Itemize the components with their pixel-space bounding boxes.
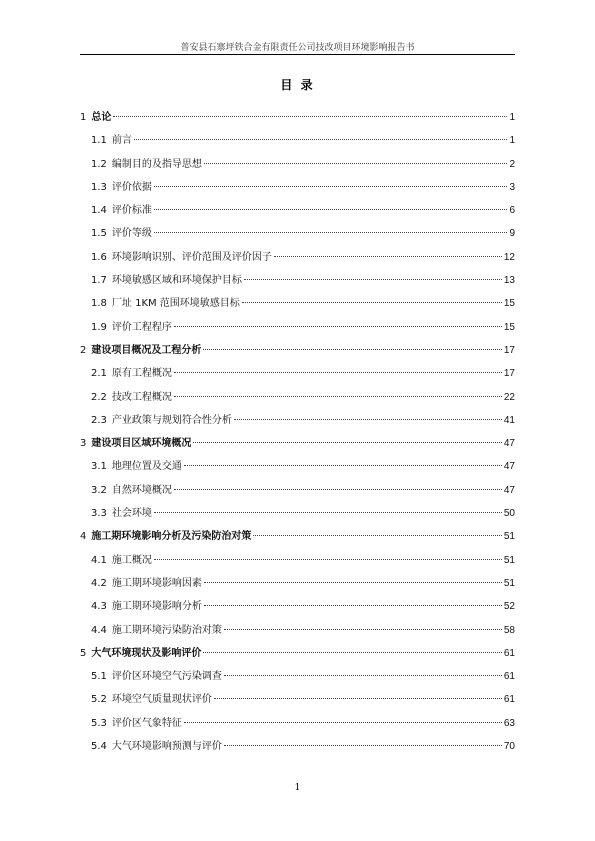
toc-chapter-entry[interactable] — [80, 525, 515, 548]
toc-title: 目 录 — [280, 78, 315, 92]
toc-entry-label: 环境敏感区域和环境保护目标 — [111, 275, 242, 287]
toc-entry-number: 4.2 — [91, 577, 107, 589]
toc-section-entry[interactable] — [80, 129, 515, 152]
toc-entry-label: 施工期环境污染防治对策 — [111, 624, 222, 636]
toc-entry-label: 评价工程程序 — [111, 321, 172, 333]
table-of-contents — [80, 106, 515, 758]
toc-entry-number: 2 — [80, 344, 87, 356]
toc-dot-leader — [154, 186, 508, 187]
toc-entry-label: 厂址 1KM 范围环境敏感目标 — [111, 298, 240, 310]
toc-entry-number: 2.1 — [91, 368, 107, 380]
toc-entry-number: 4.4 — [91, 624, 107, 636]
toc-dot-leader — [214, 698, 502, 699]
toc-entry-page: 2 — [509, 158, 515, 170]
toc-entry-page: 15 — [503, 298, 515, 310]
toc-entry-number: 1.4 — [91, 205, 107, 217]
toc-entry-page: 47 — [503, 484, 515, 496]
toc-entry-page: 50 — [503, 508, 515, 520]
toc-entry-number: 5 — [80, 647, 87, 659]
toc-section-entry[interactable] — [80, 386, 515, 409]
toc-dot-leader — [203, 652, 502, 653]
toc-entry-page: 51 — [503, 577, 515, 589]
toc-entry-page: 1 — [509, 112, 515, 123]
toc-section-entry[interactable] — [80, 688, 515, 711]
toc-entry-label: 建设项目概况及工程分析 — [91, 344, 202, 356]
toc-entry-page: 47 — [503, 438, 515, 450]
toc-entry-number: 1.9 — [91, 321, 107, 333]
toc-section-entry[interactable] — [80, 455, 515, 478]
toc-section-entry[interactable] — [80, 549, 515, 572]
toc-dot-leader — [174, 489, 502, 490]
toc-entry-label: 环境影响识别、评价范围及评价因子 — [111, 251, 272, 263]
toc-dot-leader — [134, 139, 508, 140]
toc-entry-number: 1.8 — [91, 298, 107, 310]
toc-entry-label: 编制目的及指导思想 — [111, 158, 202, 170]
toc-entry-page: 22 — [503, 391, 515, 403]
toc-entry-label: 技改工程概况 — [111, 391, 172, 403]
toc-entry-number: 3 — [80, 438, 87, 450]
toc-entry-label: 评价依据 — [111, 181, 152, 193]
toc-dot-leader — [184, 465, 502, 466]
toc-section-entry[interactable] — [80, 502, 515, 525]
toc-chapter-entry[interactable] — [80, 432, 515, 455]
toc-dot-leader — [204, 582, 502, 583]
toc-section-entry[interactable] — [80, 153, 515, 176]
toc-entry-number: 1 — [80, 112, 87, 123]
toc-entry-label: 产业政策与规划符合性分析 — [111, 414, 232, 426]
toc-entry-label: 社会环境 — [111, 508, 152, 520]
toc-entry-page: 63 — [503, 717, 515, 729]
toc-dot-leader — [154, 209, 508, 210]
toc-dot-leader — [174, 396, 502, 397]
toc-section-entry[interactable] — [80, 665, 515, 688]
toc-entry-label: 大气环境影响预测与评价 — [111, 741, 222, 753]
toc-entry-label: 评价等级 — [111, 228, 152, 240]
toc-entry-page: 6 — [509, 205, 515, 217]
toc-section-entry[interactable] — [80, 479, 515, 502]
toc-dot-leader — [244, 279, 502, 280]
toc-chapter-entry[interactable] — [80, 339, 515, 362]
toc-dot-leader — [274, 256, 502, 257]
toc-chapter-entry[interactable] — [80, 642, 515, 665]
toc-entry-number: 1.3 — [91, 181, 107, 193]
toc-entry-label: 自然环境概况 — [111, 484, 172, 496]
toc-entry-page: 61 — [503, 694, 515, 706]
toc-entry-number: 2.2 — [91, 391, 107, 403]
toc-dot-leader — [204, 605, 502, 606]
toc-entry-number: 1.6 — [91, 251, 107, 263]
toc-entry-page: 58 — [503, 624, 515, 636]
toc-dot-leader — [204, 163, 508, 164]
toc-entry-label: 评价区环境空气污染调查 — [111, 671, 222, 683]
toc-entry-label: 建设项目区域环境概况 — [91, 438, 192, 450]
toc-entry-number: 4.3 — [91, 601, 107, 613]
toc-entry-number: 1.7 — [91, 275, 107, 287]
toc-entry-page: 13 — [503, 275, 515, 287]
toc-section-entry[interactable] — [80, 269, 515, 292]
toc-entry-number: 1.1 — [91, 135, 107, 147]
toc-dot-leader — [174, 372, 502, 373]
toc-dot-leader — [242, 302, 502, 303]
toc-dot-leader — [224, 629, 502, 630]
toc-dot-leader — [154, 512, 502, 513]
toc-entry-label: 原有工程概况 — [111, 368, 172, 380]
toc-entry-number: 5.2 — [91, 694, 107, 706]
toc-section-entry[interactable] — [80, 222, 515, 245]
toc-dot-leader — [234, 419, 502, 420]
running-header: 普安县石寨坪铁合金有限责任公司技改项目环境影响报告书 — [180, 43, 415, 53]
toc-entry-label: 评价标准 — [111, 205, 152, 217]
toc-section-entry[interactable] — [80, 292, 515, 315]
header-rule — [80, 54, 515, 55]
toc-section-entry[interactable] — [80, 362, 515, 385]
toc-dot-leader — [113, 116, 507, 117]
toc-dot-leader — [184, 722, 502, 723]
toc-entry-page: 15 — [503, 321, 515, 333]
toc-entry-number: 3.3 — [91, 508, 107, 520]
toc-entry-page: 17 — [503, 368, 515, 380]
toc-entry-number: 5.3 — [91, 717, 107, 729]
page-number: 1 — [294, 783, 301, 793]
toc-entry-page: 1 — [509, 135, 515, 147]
toc-entry-label: 施工期环境影响分析 — [111, 601, 202, 613]
toc-entry-page: 52 — [503, 601, 515, 613]
toc-dot-leader — [224, 675, 502, 676]
toc-section-entry[interactable] — [80, 246, 515, 269]
toc-section-entry[interactable] — [80, 176, 515, 199]
toc-section-entry[interactable] — [80, 316, 515, 339]
toc-entry-label: 前言 — [111, 135, 132, 147]
toc-entry-number: 1.5 — [91, 228, 107, 240]
toc-entry-number: 3.1 — [91, 461, 107, 473]
toc-entry-label: 施工期环境影响分析及污染防治对策 — [91, 531, 252, 543]
toc-entry-page: 61 — [503, 671, 515, 683]
toc-entry-number: 4 — [80, 531, 87, 543]
toc-section-entry[interactable] — [80, 712, 515, 735]
toc-entry-page: 41 — [503, 414, 515, 426]
toc-section-entry[interactable] — [80, 595, 515, 618]
toc-entry-number: 5.1 — [91, 671, 107, 683]
toc-dot-leader — [174, 326, 502, 327]
toc-entry-number: 4.1 — [91, 554, 107, 566]
toc-dot-leader — [193, 442, 502, 443]
toc-entry-page: 3 — [509, 181, 515, 193]
toc-dot-leader — [154, 232, 508, 233]
toc-entry-page: 47 — [503, 461, 515, 473]
toc-entry-number: 3.2 — [91, 484, 107, 496]
toc-section-entry[interactable] — [80, 199, 515, 222]
toc-section-entry[interactable] — [80, 572, 515, 595]
toc-entry-page: 12 — [503, 251, 515, 263]
toc-dot-leader — [224, 745, 502, 746]
toc-entry-page: 70 — [503, 741, 515, 753]
toc-entry-label: 评价区气象特征 — [111, 717, 182, 729]
toc-entry-page: 51 — [503, 554, 515, 566]
toc-entry-label: 环境空气质量现状评价 — [111, 694, 212, 706]
toc-entry-label: 总论 — [91, 112, 112, 123]
toc-entry-page: 17 — [503, 344, 515, 356]
toc-entry-label: 施工概况 — [111, 554, 152, 566]
toc-section-entry[interactable] — [80, 409, 515, 432]
toc-dot-leader — [253, 535, 502, 536]
toc-entry-number: 5.4 — [91, 741, 107, 753]
toc-entry-label: 大气环境现状及影响评价 — [91, 647, 202, 659]
toc-entry-label: 地理位置及交通 — [111, 461, 182, 473]
toc-chapter-entry[interactable] — [80, 106, 515, 129]
toc-section-entry[interactable] — [80, 619, 515, 642]
toc-dot-leader — [154, 559, 502, 560]
toc-entry-number: 2.3 — [91, 414, 107, 426]
toc-dot-leader — [203, 349, 502, 350]
toc-entry-number: 1.2 — [91, 158, 107, 170]
toc-entry-page: 9 — [509, 228, 515, 240]
toc-entry-page: 61 — [503, 647, 515, 659]
toc-section-entry[interactable] — [80, 735, 515, 758]
toc-entry-label: 施工期环境影响因素 — [111, 577, 202, 589]
toc-entry-page: 51 — [503, 531, 515, 543]
